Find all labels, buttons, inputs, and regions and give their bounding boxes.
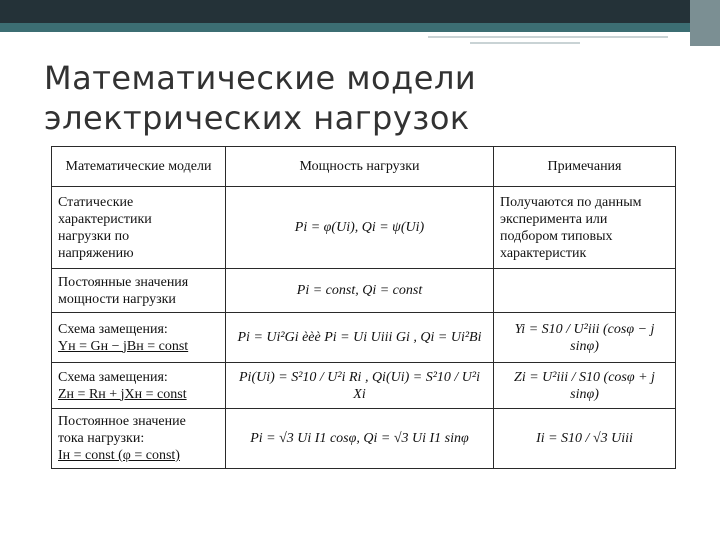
table-row xyxy=(52,409,676,469)
power-cell: Pi = Ui²Gi èèè Pi = Ui Uiii Gi , Qi = Ui²Bi xyxy=(226,313,494,363)
note-cell: Ii = S10 / √3 Uiii xyxy=(494,409,676,469)
header-bar-dark xyxy=(0,0,720,23)
model-cell: Статические характеристики нагрузки по напряжению xyxy=(52,187,226,269)
table-row xyxy=(52,269,676,313)
model-cell: Постоянные значения мощности нагрузки xyxy=(52,269,226,313)
header-corner-block xyxy=(690,0,720,46)
note-cell: Получаются по данным эксперимента или подбором типовых характеристик xyxy=(494,187,676,269)
model-cell: Схема замещения: Yн = Gн − jBн = const xyxy=(52,313,226,363)
title-line-2: электрических нагрузок xyxy=(44,99,470,137)
loads-table xyxy=(51,146,676,469)
model-cell: Схема замещения: Zн = Rн + jXн = const xyxy=(52,363,226,409)
model-cell: Постоянное значение тока нагрузки: Iн = const (φ = const) xyxy=(52,409,226,469)
note-cell xyxy=(494,269,676,313)
note-cell: Yi = S10 / U²iii (cosφ − j sinφ) xyxy=(494,313,676,363)
note-cell: Zi = U²iii / S10 (cosφ + j sinφ) xyxy=(494,363,676,409)
power-cell: Pi = const, Qi = const xyxy=(226,269,494,313)
header-bar-teal xyxy=(0,23,720,32)
table-row xyxy=(52,187,676,269)
table-header-row xyxy=(52,147,676,187)
power-cell: Pi = √3 Ui I1 cosφ, Qi = √3 Ui I1 sinφ xyxy=(226,409,494,469)
slide-title xyxy=(44,58,664,138)
accent-rule-1 xyxy=(428,36,668,38)
title-line-1: Математические модели xyxy=(44,59,477,97)
header-power: Мощность нагрузки xyxy=(226,147,494,187)
table-row xyxy=(52,313,676,363)
power-cell: Pi = φ(Ui), Qi = ψ(Ui) xyxy=(226,187,494,269)
header-models: Математические модели xyxy=(52,147,226,187)
header-notes: Примечания xyxy=(494,147,676,187)
accent-rule-2 xyxy=(470,42,580,44)
table-row xyxy=(52,363,676,409)
power-cell: Pi(Ui) = S²10 / U²i Ri , Qi(Ui) = S²10 / U²i Xi xyxy=(226,363,494,409)
